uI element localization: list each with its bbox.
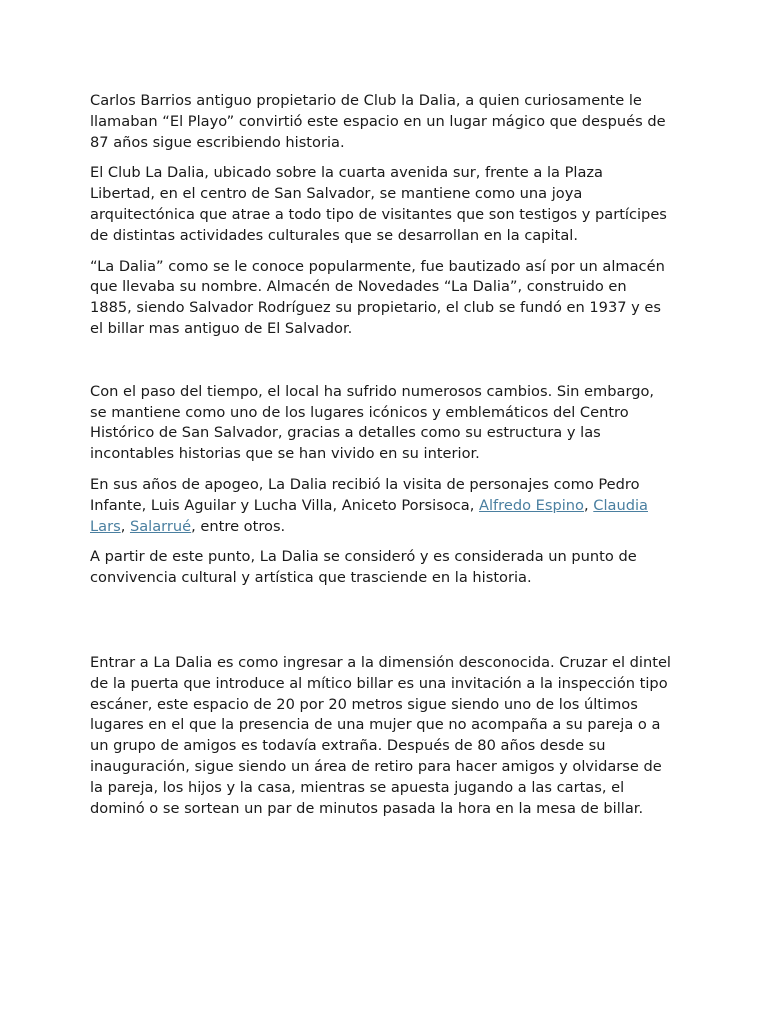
link-claudia-lars[interactable]: Claudia Lars <box>90 496 648 535</box>
paragraph-intro: Carlos Barrios antiguo propietario de Club la Dalia, a quien curiosamente le llamaban “El Playo” convirtió este espacio en un lugar mágico que después de 87 años sigue escribiendo historia. <box>90 92 666 151</box>
paragraph-spacer <box>90 599 672 653</box>
link-separator: , <box>120 517 130 535</box>
visitors-text-end: , entre otros. <box>191 517 286 535</box>
visitors-text: En sus años de apogeo, La Dalia recibió la visita de personajes como Pedro Infante, Luis Aguilar y Lucha Villa, Aniceto Porsisoca, <box>90 475 640 514</box>
paragraph-visitors <box>90 475 672 537</box>
paragraph-spacer <box>90 350 672 382</box>
paragraph-cultural: A partir de este punto, La Dalia se consideró y es considerada un punto de convivencia cultural y artística que trasciende en la historia. <box>90 548 637 587</box>
paragraph-location: El Club La Dalia, ubicado sobre la cuarta avenida sur, frente a la Plaza Libertad, en el centro de San Salvador, se mantiene como una joya arquitectónica que atrae a todo tipo de visitantes que son testigos y partícipes de distintas actividades culturales que se desarrollan en la capital. <box>90 164 667 244</box>
link-separator: , <box>584 496 594 514</box>
paragraph-name-origin: “La Dalia” como se le conoce popularmente, fue bautizado así por un almacén que llevaba su nombre. Almacén de Novedades “La Dalia”, construido en 1885, siendo Salvador Rodríguez su propietario, el club se fundó en 1937 y es el billar mas antiguo de El Salvador. <box>90 257 665 337</box>
link-salarrue[interactable]: Salarrué <box>129 517 192 535</box>
paragraph-changes: Con el paso del tiempo, el local ha sufrido numerosos cambios. Sin embargo, se mantiene como uno de los lugares icónicos y emblemáticos del Centro Histórico de San Salvador, gracias a detalles como su estructura y las incontables historias que se han vivido en su interior. <box>90 382 655 463</box>
link-alfredo-espino[interactable]: Alfredo Espino <box>479 496 584 514</box>
document-body <box>90 91 672 829</box>
paragraph-entering: Entrar a La Dalia es como ingresar a la dimensión desconocida. Cruzar el dintel de la puerta que introduce al mítico billar es una invitación a la inspección tipo escáner, este espacio de 20 por 20 metros sigue siendo uno de los últimos lugares en el que la presencia de una mujer que no acompaña a su pareja o a un grupo de amigos es todavía extraña. Después de 80 años desde su inauguración, sigue siendo un área de retiro para hacer amigos y olvidarse de la pareja, los hijos y la casa, mientras se apuesta jugando a las cartas, el dominó o se sortean un par de minutos pasada la hora en la mesa de billar. <box>90 653 671 817</box>
